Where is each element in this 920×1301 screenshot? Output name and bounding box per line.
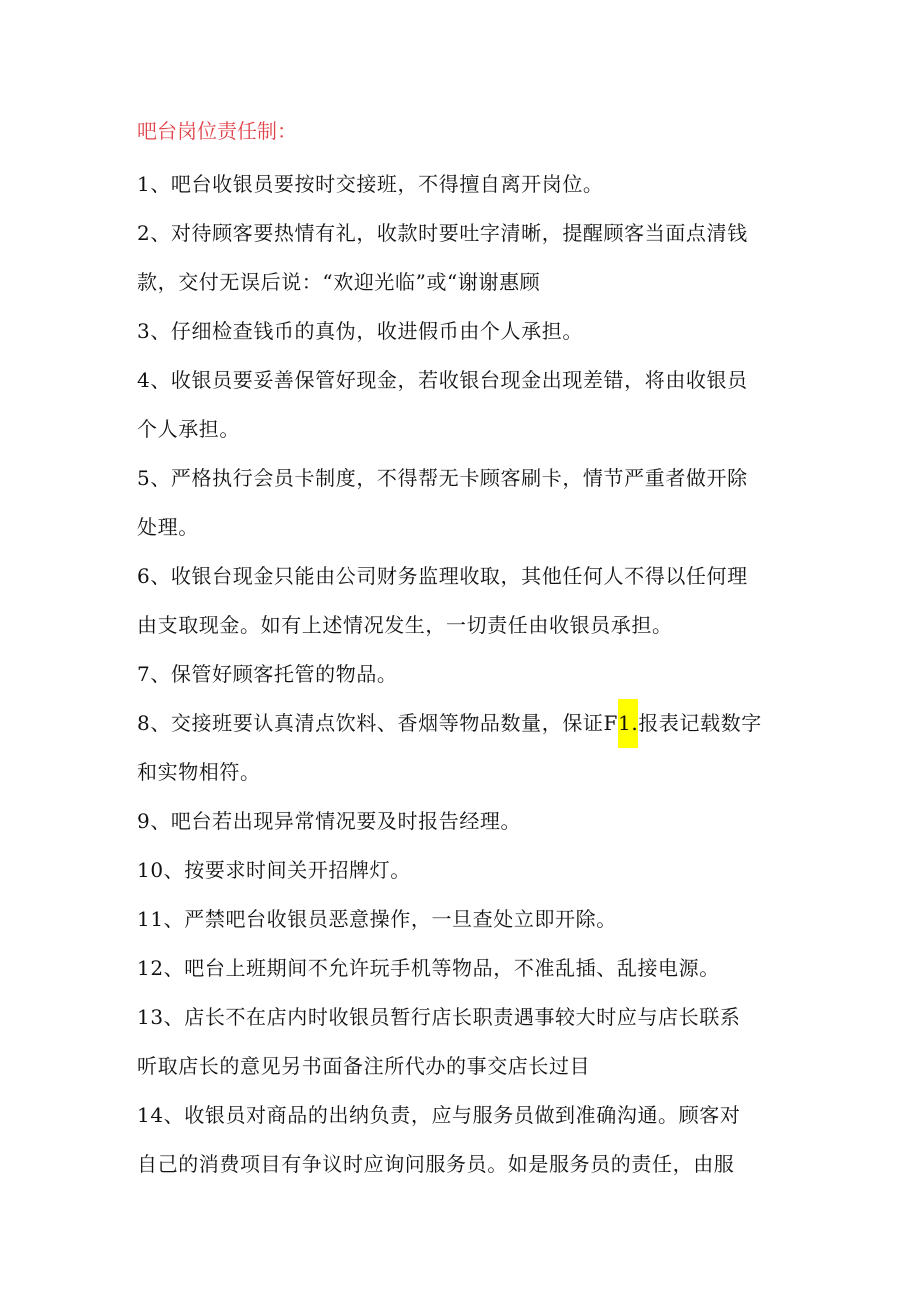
document-title: 吧台岗位责任制： [137, 119, 297, 143]
rule-8-line-1 [137, 699, 797, 748]
rule-5-line-1: 5、严格执行会员卡制度，不得帮无卡顾客刷卡，情节严重者做开除 [137, 466, 748, 490]
rule-13-line-1: 13、店长不在店内时收银员暂行店长职责遇事较大时应与店长联系 [137, 1005, 741, 1029]
rule-8-text-after: 报表记载数字 [638, 711, 762, 735]
rule-3-line-1: 3、仔细检查钱币的真伪，收进假币由个人承担。 [137, 319, 583, 343]
rule-14-line-1: 14、收银员对商品的出纳负责，应与服务员做到准确沟通。顾客对 [137, 1103, 741, 1127]
rule-9-line-1: 9、吧台若出现异常情况要及时报告经理。 [137, 809, 522, 833]
rule-2-line-1: 2、对待顾客要热情有礼，收款时要吐字清晰，提醒顾客当面点清钱 [137, 221, 748, 245]
rule-8-line-2: 和实物相符。 [137, 760, 261, 784]
rule-5-line-2: 处理。 [137, 515, 199, 539]
rule-11-line-1: 11、严禁吧台收银员恶意操作，一旦查处立即开除。 [137, 907, 617, 931]
rule-8-text-before: 8、交接班要认真清点饮料、香烟等物品数量，保证F [137, 711, 619, 735]
rule-2-line-2: 款，交付无误后说：“欢迎光临”或“谢谢惠顾 [137, 270, 541, 294]
rule-6-line-1: 6、收银台现金只能由公司财务监理收取，其他任何人不得以任何理 [137, 564, 748, 588]
rule-6-line-2: 由支取现金。如有上述情况发生，一切责任由收银员承担。 [137, 613, 673, 637]
rule-13-line-2: 听取店长的意见另书面备注所代办的事交店长过目 [137, 1054, 591, 1078]
rule-7-line-1: 7、保管好顾客托管的物品。 [137, 662, 398, 686]
rule-10-line-1: 10、按要求时间关开招牌灯。 [137, 858, 411, 882]
rule-14-line-2: 自己的消费项目有争议时应询问服务员。如是服务员的责任，由服 [137, 1152, 735, 1176]
document-body [137, 112, 797, 1189]
rule-4-line-1: 4、收银员要妥善保管好现金，若收银台现金出现差错，将由收银员 [137, 368, 748, 392]
rule-12-line-1: 12、吧台上班期间不允许玩手机等物品，不准乱插、乱接电源。 [137, 956, 720, 980]
rule-4-line-2: 个人承担。 [137, 417, 240, 441]
rule-1-line-1: 1、吧台收银员要按时交接班，不得擅自离开岗位。 [137, 172, 604, 196]
highlighted-text: 1. [618, 699, 638, 748]
